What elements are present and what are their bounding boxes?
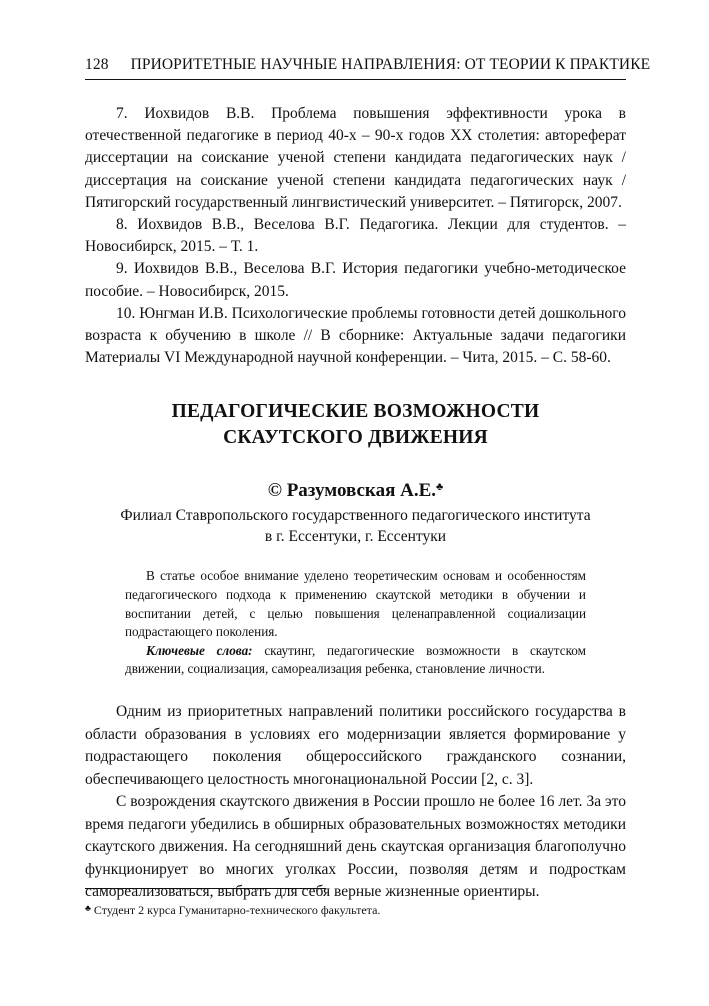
running-header	[85, 56, 651, 80]
affiliation-line: Филиал Ставропольского государственного педагогического института	[120, 507, 591, 525]
affiliation	[85, 506, 626, 547]
running-title: ПРИОРИТЕТНЫЕ НАУЧНЫЕ НАПРАВЛЕНИЯ: ОТ ТЕОРИИ К ПРАКТИКЕ	[130, 56, 651, 73]
reference-item: 10. Юнгман И.В. Психологические проблемы готовности детей дошкольного возраста к обучению в школе // В сборнике: Актуальные задачи педагогики Материалы VI Международной научной конференции. – Чита, 2015. – С. 58-60.	[85, 304, 626, 367]
keywords-label: Ключевые слова:	[146, 642, 253, 658]
keywords-text: скаутинг, педагогические возможности в скаутском движении, социализация, самореализация ребенка, становление личности.	[125, 642, 586, 677]
reference-item: 7. Иохвидов В.В. Проблема повышения эффективности урока в отечественной педагогике в период 40-х – 90-х годов XX столетия: автореферат диссертации на соискание ученой степени кандидата педагогических наук / диссертация на соискание ученой степени кандидата педагогических наук / Пятигорский государственный лингвистический университет. – Пятигорск, 2007.	[85, 105, 626, 211]
club-footnote-icon: ♣	[436, 481, 444, 494]
page-number: 128	[85, 56, 109, 73]
article-title-line: СКАУТСКОГО ДВИЖЕНИЯ	[223, 427, 488, 449]
author-line	[85, 476, 626, 502]
reference-item: 8. Иохвидов В.В., Веселова В.Г. Педагогика. Лекции для студентов. – Новосибирск, 2015. – Т. 1.	[85, 216, 626, 256]
abstract-text: В статье особое внимание уделено теоретическим основам и особенностям педагогического подхода к применению скаутской методики в обучении и воспитании детей, с целью повышения целенаправленной социализации подрастающего поколения.	[125, 568, 586, 640]
footnote-divider	[85, 888, 326, 889]
page-content	[85, 56, 651, 904]
body-paragraph: Одним из приоритетных направлений политики российского государства в области образования в условиях его модернизации является формирование у подрастающего поколения общероссийского гражданского сознании, обеспечивающего целостность многонациональной России [2, с. 3].	[85, 703, 626, 788]
keywords	[125, 642, 586, 679]
abstract	[125, 567, 586, 679]
article-title-line: ПЕДАГОГИЧЕСКИЕ ВОЗМОЖНОСТИ	[171, 401, 540, 423]
body-paragraph: С возрождения скаутского движения в России прошло не более 16 лет. За это время педагоги убедились в обширных образовательных возможностях методики скаутского движения. На сегодняшний день скаутская организация благополучно функционирует во многих уголках России, позволяя детям и подросткам самореализоваться, выбрать для себя верные жизненные ориентиры.	[85, 793, 626, 900]
footnote	[85, 901, 626, 918]
reference-item: 9. Иохвидов В.В., Веселова В.Г. История педагогики учебно-методическое пособие. – Новосибирск, 2015.	[85, 260, 626, 300]
reference-list	[85, 103, 626, 369]
club-footnote-icon: ♣	[85, 903, 91, 913]
article-body	[85, 701, 626, 904]
footnote-text: Студент 2 курса Гуманитарно-технического факультета.	[93, 903, 381, 917]
affiliation-line: в г. Ессентуки, г. Ессентуки	[264, 527, 447, 545]
article-title	[85, 399, 626, 451]
author-name: © Разумовская А.Е.	[267, 480, 437, 502]
